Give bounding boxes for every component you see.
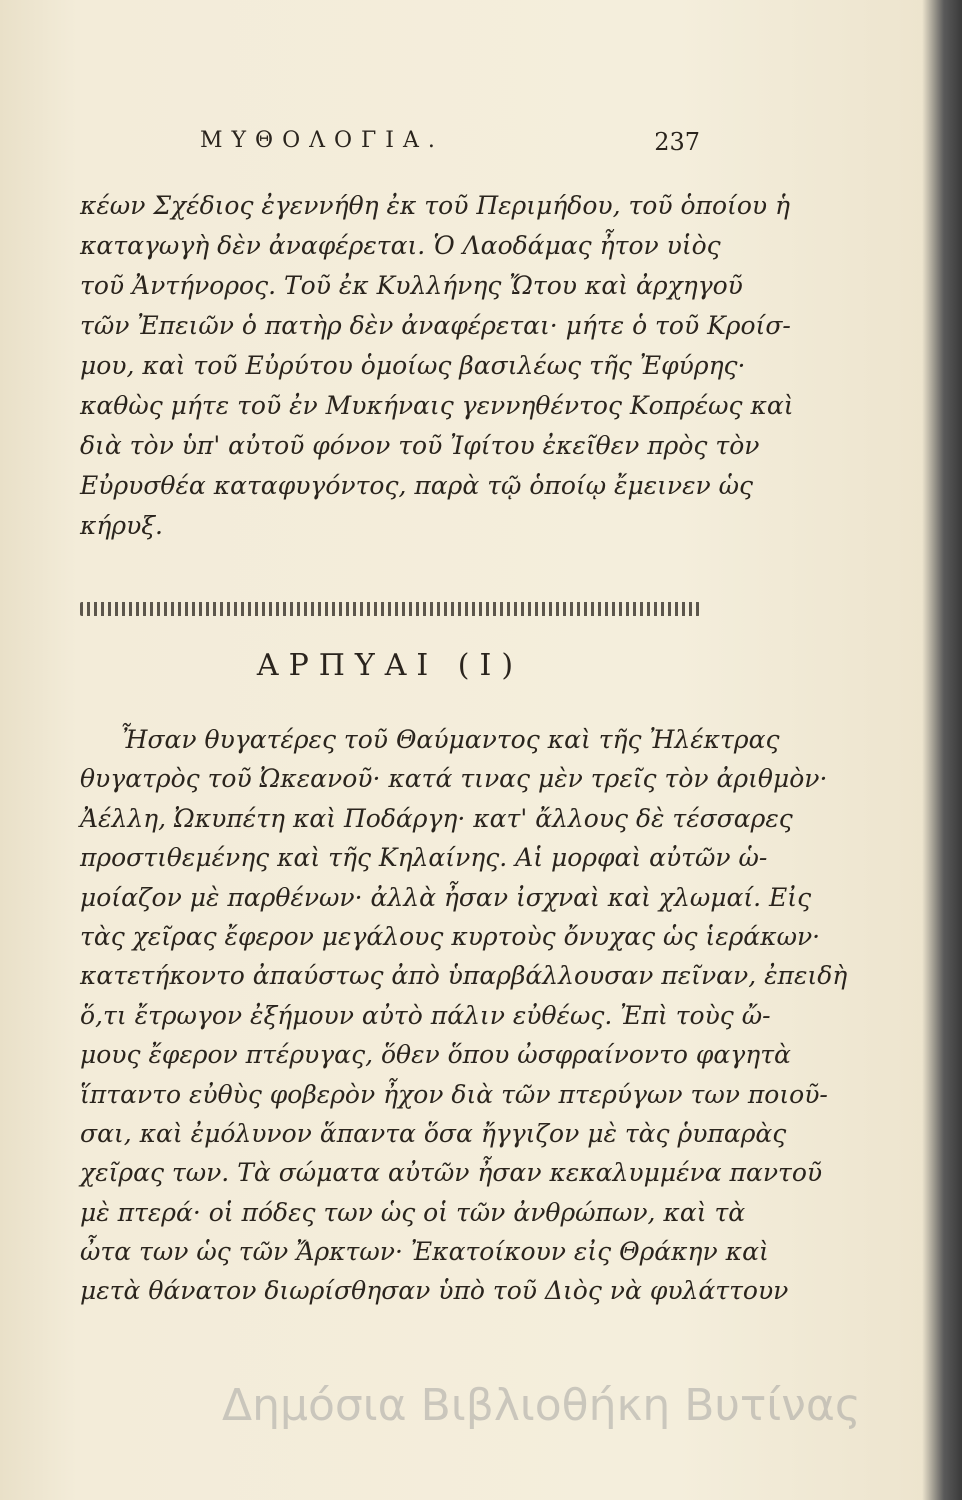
text-line: Ἦσαν θυγατέρες τοῦ Θαύμαντος καὶ τῆς Ἠλέκτρας (120, 725, 780, 754)
text-line: μοίαζον μὲ παρθένων· ἀλλὰ ἦσαν ἰσχναὶ καὶ χλωμαί. Εἰς (80, 882, 812, 912)
page-header (200, 128, 700, 168)
text-line: Ἀέλλη, Ὠκυπέτη καὶ Ποδάργη· κατ' ἄλλους δὲ τέσσαρες (80, 803, 793, 833)
text-line: κήρυξ. (80, 511, 163, 540)
text-line: μὲ πτερά· οἱ πόδες των ὡς οἱ τῶν ἀνθρώπων, καὶ τὰ (80, 1197, 746, 1227)
library-watermark: Δημόσια Βιβλιοθήκη Βυτίνας (222, 1380, 861, 1431)
page-edge-shadow (922, 0, 962, 1500)
running-title: ΜΥΘΟΛΟΓΙΑ. (200, 128, 444, 153)
text-line: κατετήκοντο ἀπαύστως ἀπὸ ὑπαρβάλλουσαν πεῖναν, ἐπειδὴ (80, 961, 848, 991)
text-line: ἵπταντο εὐθὺς φοβερὸν ἦχον διὰ τῶν πτερύγων των ποιοῦ- (80, 1079, 828, 1109)
text-line: μετὰ θάνατον διωρίσθησαν ὑπὸ τοῦ Διὸς νὰ φυλάττουν (80, 1276, 789, 1306)
text-line: καθὼς μήτε τοῦ ἐν Μυκήναις γεννηθέντος Κοπρέως καὶ (80, 391, 794, 420)
page-number: 237 (654, 128, 700, 156)
text-line: Εὐρυσθέα καταφυγόντος, παρὰ τῷ ὁποίῳ ἔμεινεν ὡς (80, 471, 754, 500)
text-line: σαι, καὶ ἐμόλυνον ἅπαντα ὅσα ἤγγιζον μὲ τὰς ῥυπαρὰς (80, 1118, 787, 1148)
text-line: διὰ τὸν ὑπ' αὐτοῦ φόνον τοῦ Ἰφίτου ἐκεῖθεν πρὸς τὸν (80, 431, 760, 460)
text-line: τῶν Ἐπειῶν ὁ πατὴρ δὲν ἀναφέρεται· μήτε ὁ τοῦ Κροίσ- (80, 311, 791, 340)
text-line: ὦτα των ὡς τῶν Ἄρκτων· Ἐκατοίκουν εἰς Θράκην καὶ (80, 1237, 769, 1267)
text-line: καταγωγὴ δὲν ἀναφέρεται. Ὁ Λαοδάμας ἦτον υἱὸς (80, 231, 721, 260)
text-line: θυγατρὸς τοῦ Ὠκεανοῦ· κατά τινας μὲν τρεῖς τὸν ἀριθμὸν· (80, 764, 828, 794)
text-line: τοῦ Ἀντήνορος. Τοῦ ἐκ Κυλλήνης Ὤτου καὶ ἀρχηγοῦ (80, 271, 743, 300)
decorative-rule (80, 602, 700, 616)
text-line: χεῖρας των. Τὰ σώματα αὐτῶν ἦσαν κεκαλυμμένα παντοῦ (80, 1158, 823, 1188)
paragraph-continued (80, 186, 794, 546)
paragraph-harpies (80, 720, 848, 1311)
text-line: προστιθεμένης καὶ τῆς Κηλαίνης. Αἱ μορφαὶ αὐτῶν ὡ- (80, 843, 768, 873)
text-line: τὰς χεῖρας ἔφερον μεγάλους κυρτοὺς ὄνυχας ὡς ἱεράκων· (80, 921, 821, 951)
text-line: κέων Σχέδιος ἐγεννήθη ἐκ τοῦ Περιμήδου, τοῦ ὁποίου ἡ (80, 191, 791, 220)
text-line: μους ἔφερον πτέρυγας, ὅθεν ὅπου ὠσφραίνοντο φαγητὰ (80, 1040, 791, 1070)
text-line: ὅ,τι ἔτρωγον ἐξήμουν αὐτὸ πάλιν εὐθέως. Ἐπὶ τοὺς ὤ- (80, 1000, 771, 1030)
section-title: ΑΡΠΥΑΙ (I) (256, 648, 524, 683)
text-line: μου, καὶ τοῦ Εὐρύτου ὁμοίως βασιλέως τῆς Ἐφύρης· (80, 351, 746, 380)
